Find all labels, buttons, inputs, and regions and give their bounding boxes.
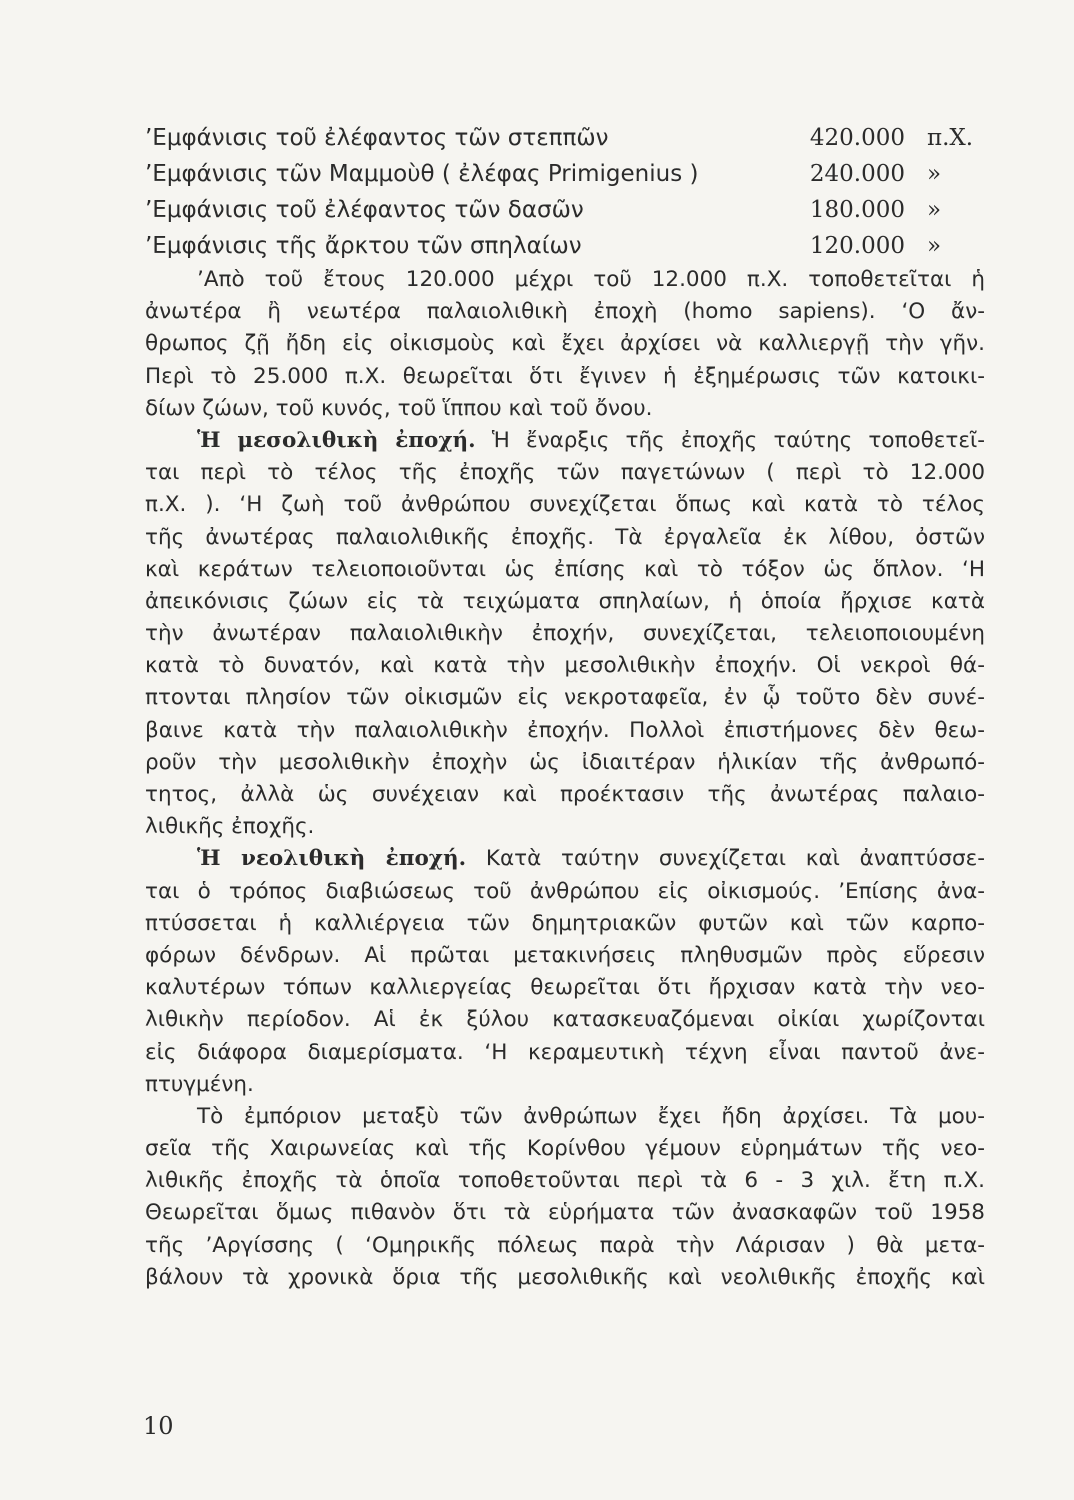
chronology-unit: » bbox=[927, 161, 942, 187]
chronology-value: 120.000 bbox=[809, 233, 905, 259]
chronology-list bbox=[145, 120, 985, 264]
text-line: βαινε κατὰ τὴν παλαιολιθικὴν ἐποχήν. Πολλοὶ ἐπιστήμονες δὲν θεω- bbox=[145, 717, 985, 743]
text-line: πτυγμένη. bbox=[145, 1071, 254, 1097]
body-text bbox=[145, 264, 985, 1294]
chronology-label: ’Εμφάνισις τοῦ ἐλέφαντος τῶν δασῶν bbox=[145, 197, 584, 223]
chronology-row bbox=[145, 156, 985, 192]
text-line: θρωπος ζῇ ἤδη εἰς οἰκισμοὺς καὶ ἔχει ἀρχίσει νὰ καλλιεργῇ τὴν γῆν. bbox=[145, 331, 985, 357]
text-line: τῆς ἀνωτέρας παλαιολιθικῆς ἐποχῆς. Τὰ ἐργαλεῖα ἐκ λίθου, ὀστῶν bbox=[145, 524, 985, 550]
text-line: Θεωρεῖται ὅμως πιθανὸν ὅτι τὰ εὑρήματα τῶν ἀνασκαφῶν τοῦ 1958 bbox=[145, 1200, 985, 1226]
text-line-continuation: Ἡ ἔναρξις τῆς ἐποχῆς ταύτης τοποθετεῖ- bbox=[491, 427, 985, 453]
chronology-value: 240.000 bbox=[809, 161, 905, 187]
chronology-value: 180.000 bbox=[809, 197, 905, 223]
text-line: λιθικῆς ἐποχῆς τὰ ὁποῖα τοποθετοῦνται περὶ τὰ 6 - 3 χιλ. ἔτη π.Χ. bbox=[145, 1168, 985, 1194]
text-line: εἰς διάφορα διαμερίσματα. ‘Η κεραμευτικὴ τέχνη εἶναι παντοῦ ἀνε- bbox=[145, 1039, 985, 1065]
text-line: φόρων δένδρων. Αἱ πρῶται μετακινήσεις πληθυσμῶν πρὸς εὕρεσιν bbox=[145, 942, 985, 968]
chronology-label: ’Εμφάνισις τῆς ἄρκτου τῶν σπηλαίων bbox=[145, 233, 582, 259]
text-line: πτύσσεται ἡ καλλιέργεια τῶν δημητριακῶν φυτῶν καὶ τῶν καρπο- bbox=[145, 910, 985, 936]
chronology-label: ’Εμφάνισις τοῦ ἐλέφαντος τῶν στεππῶν bbox=[145, 125, 609, 151]
chronology-row bbox=[145, 120, 985, 156]
section-heading-neolithic: Ἡ νεολιθικὴ ἐποχή. bbox=[197, 846, 467, 872]
chronology-unit: π.Χ. bbox=[927, 125, 974, 151]
text-line: καλυτέρων τόπων καλλιεργείας θεωρεῖται ὅτι ἤρχισαν κατὰ τὴν νεο- bbox=[145, 975, 985, 1001]
text-line: καὶ κεράτων τελειοποιοῦνται ὡς ἐπίσης καὶ τὸ τόξον ὡς ὅπλον. ‘Η bbox=[145, 556, 985, 582]
text-line-continuation: Κατὰ ταύτην συνεχίζεται καὶ ἀναπτύσσε- bbox=[485, 846, 985, 872]
text-line: κατὰ τὸ δυνατόν, καὶ κατὰ τὴν μεσολιθικὴν ἐποχήν. Οἱ νεκροὶ θά- bbox=[145, 653, 985, 679]
section-heading-mesolithic: Ἡ μεσολιθικὴ ἐποχή. bbox=[197, 427, 476, 453]
text-line: λιθικὴν περίοδον. Αἱ ἐκ ξύλου κατασκευαζόμεναι οἰκίαι χωρίζονται bbox=[145, 1007, 985, 1033]
page-number: 10 bbox=[143, 1412, 174, 1440]
chronology-value: 420.000 bbox=[809, 125, 905, 151]
text-line: σεῖα τῆς Χαιρωνείας καὶ τῆς Κορίνθου γέμουν εὑρημάτων τῆς νεο- bbox=[145, 1136, 985, 1162]
text-line: δίων ζώων, τοῦ κυνός, τοῦ ἵππου καὶ τοῦ ὄνου. bbox=[145, 395, 653, 421]
chronology-unit: » bbox=[927, 197, 942, 223]
text-line: π.Χ. ). ‘Η ζωὴ τοῦ ἀνθρώπου συνεχίζεται ὅπως καὶ κατὰ τὸ τέλος bbox=[145, 492, 985, 518]
chronology-label: ’Εμφάνισις τῶν Μαμμοὺθ ( ἐλέφας Primigenius ) bbox=[145, 161, 699, 187]
text-line bbox=[145, 843, 985, 875]
text-line: βάλουν τὰ χρονικὰ ὅρια τῆς μεσολιθικῆς καὶ νεολιθικῆς ἐποχῆς καὶ bbox=[145, 1264, 985, 1290]
text-line: Τὸ ἐμπόριον μεταξὺ τῶν ἀνθρώπων ἔχει ἤδη ἀρχίσει. Τὰ μου- bbox=[197, 1103, 985, 1129]
text-line bbox=[145, 425, 985, 457]
text-line: ται περὶ τὸ τέλος τῆς ἐποχῆς τῶν παγετώνων ( περὶ τὸ 12.000 bbox=[145, 460, 985, 486]
text-line: τῆς ’Αργίσσης ( ‘Ομηρικῆς πόλεως παρὰ τὴν Λάρισαν ) θὰ μετα- bbox=[145, 1232, 985, 1258]
text-line: Περὶ τὸ 25.000 π.Χ. θεωρεῖται ὅτι ἔγινεν ἡ ἐξημέρωσις τῶν κατοικι- bbox=[145, 363, 985, 389]
text-line: ται ὁ τρόπος διαβιώσεως τοῦ ἀνθρώπου εἰς οἰκισμούς. ’Επίσης ἀνα- bbox=[145, 878, 985, 904]
text-line: ροῦν τὴν μεσολιθικὴν ἐποχὴν ὡς ἰδιαιτέραν ἡλικίαν τῆς ἀνθρωπό- bbox=[145, 749, 985, 775]
chronology-row bbox=[145, 228, 985, 264]
text-line: τὴν ἀνωτέραν παλαιολιθικὴν ἐποχήν, συνεχίζεται, τελειοποιουμένη bbox=[145, 621, 985, 647]
text-line: ἀνωτέρα ἢ νεωτέρα παλαιολιθικὴ ἐποχὴ (homo sapiens). ‘Ο ἄν- bbox=[145, 299, 985, 325]
text-line: πτονται πλησίον τῶν οἰκισμῶν εἰς νεκροταφεῖα, ἐν ᾧ τοῦτο δὲν συνέ- bbox=[145, 685, 985, 711]
chronology-unit: » bbox=[927, 233, 942, 259]
chronology-row bbox=[145, 192, 985, 228]
text-line: ’Απὸ τοῦ ἔτους 120.000 μέχρι τοῦ 12.000 π.Χ. τοποθετεῖται ἡ bbox=[197, 267, 985, 292]
text-line: λιθικῆς ἐποχῆς. bbox=[145, 814, 315, 840]
text-line: ἀπεικόνισις ζώων εἰς τὰ τειχώματα σπηλαίων, ἡ ὁποία ἤρχισε κατὰ bbox=[145, 588, 985, 614]
text-line: τητος, ἀλλὰ ὡς συνέχειαν καὶ προέκτασιν τῆς ἀνωτέρας παλαιο- bbox=[145, 782, 985, 807]
